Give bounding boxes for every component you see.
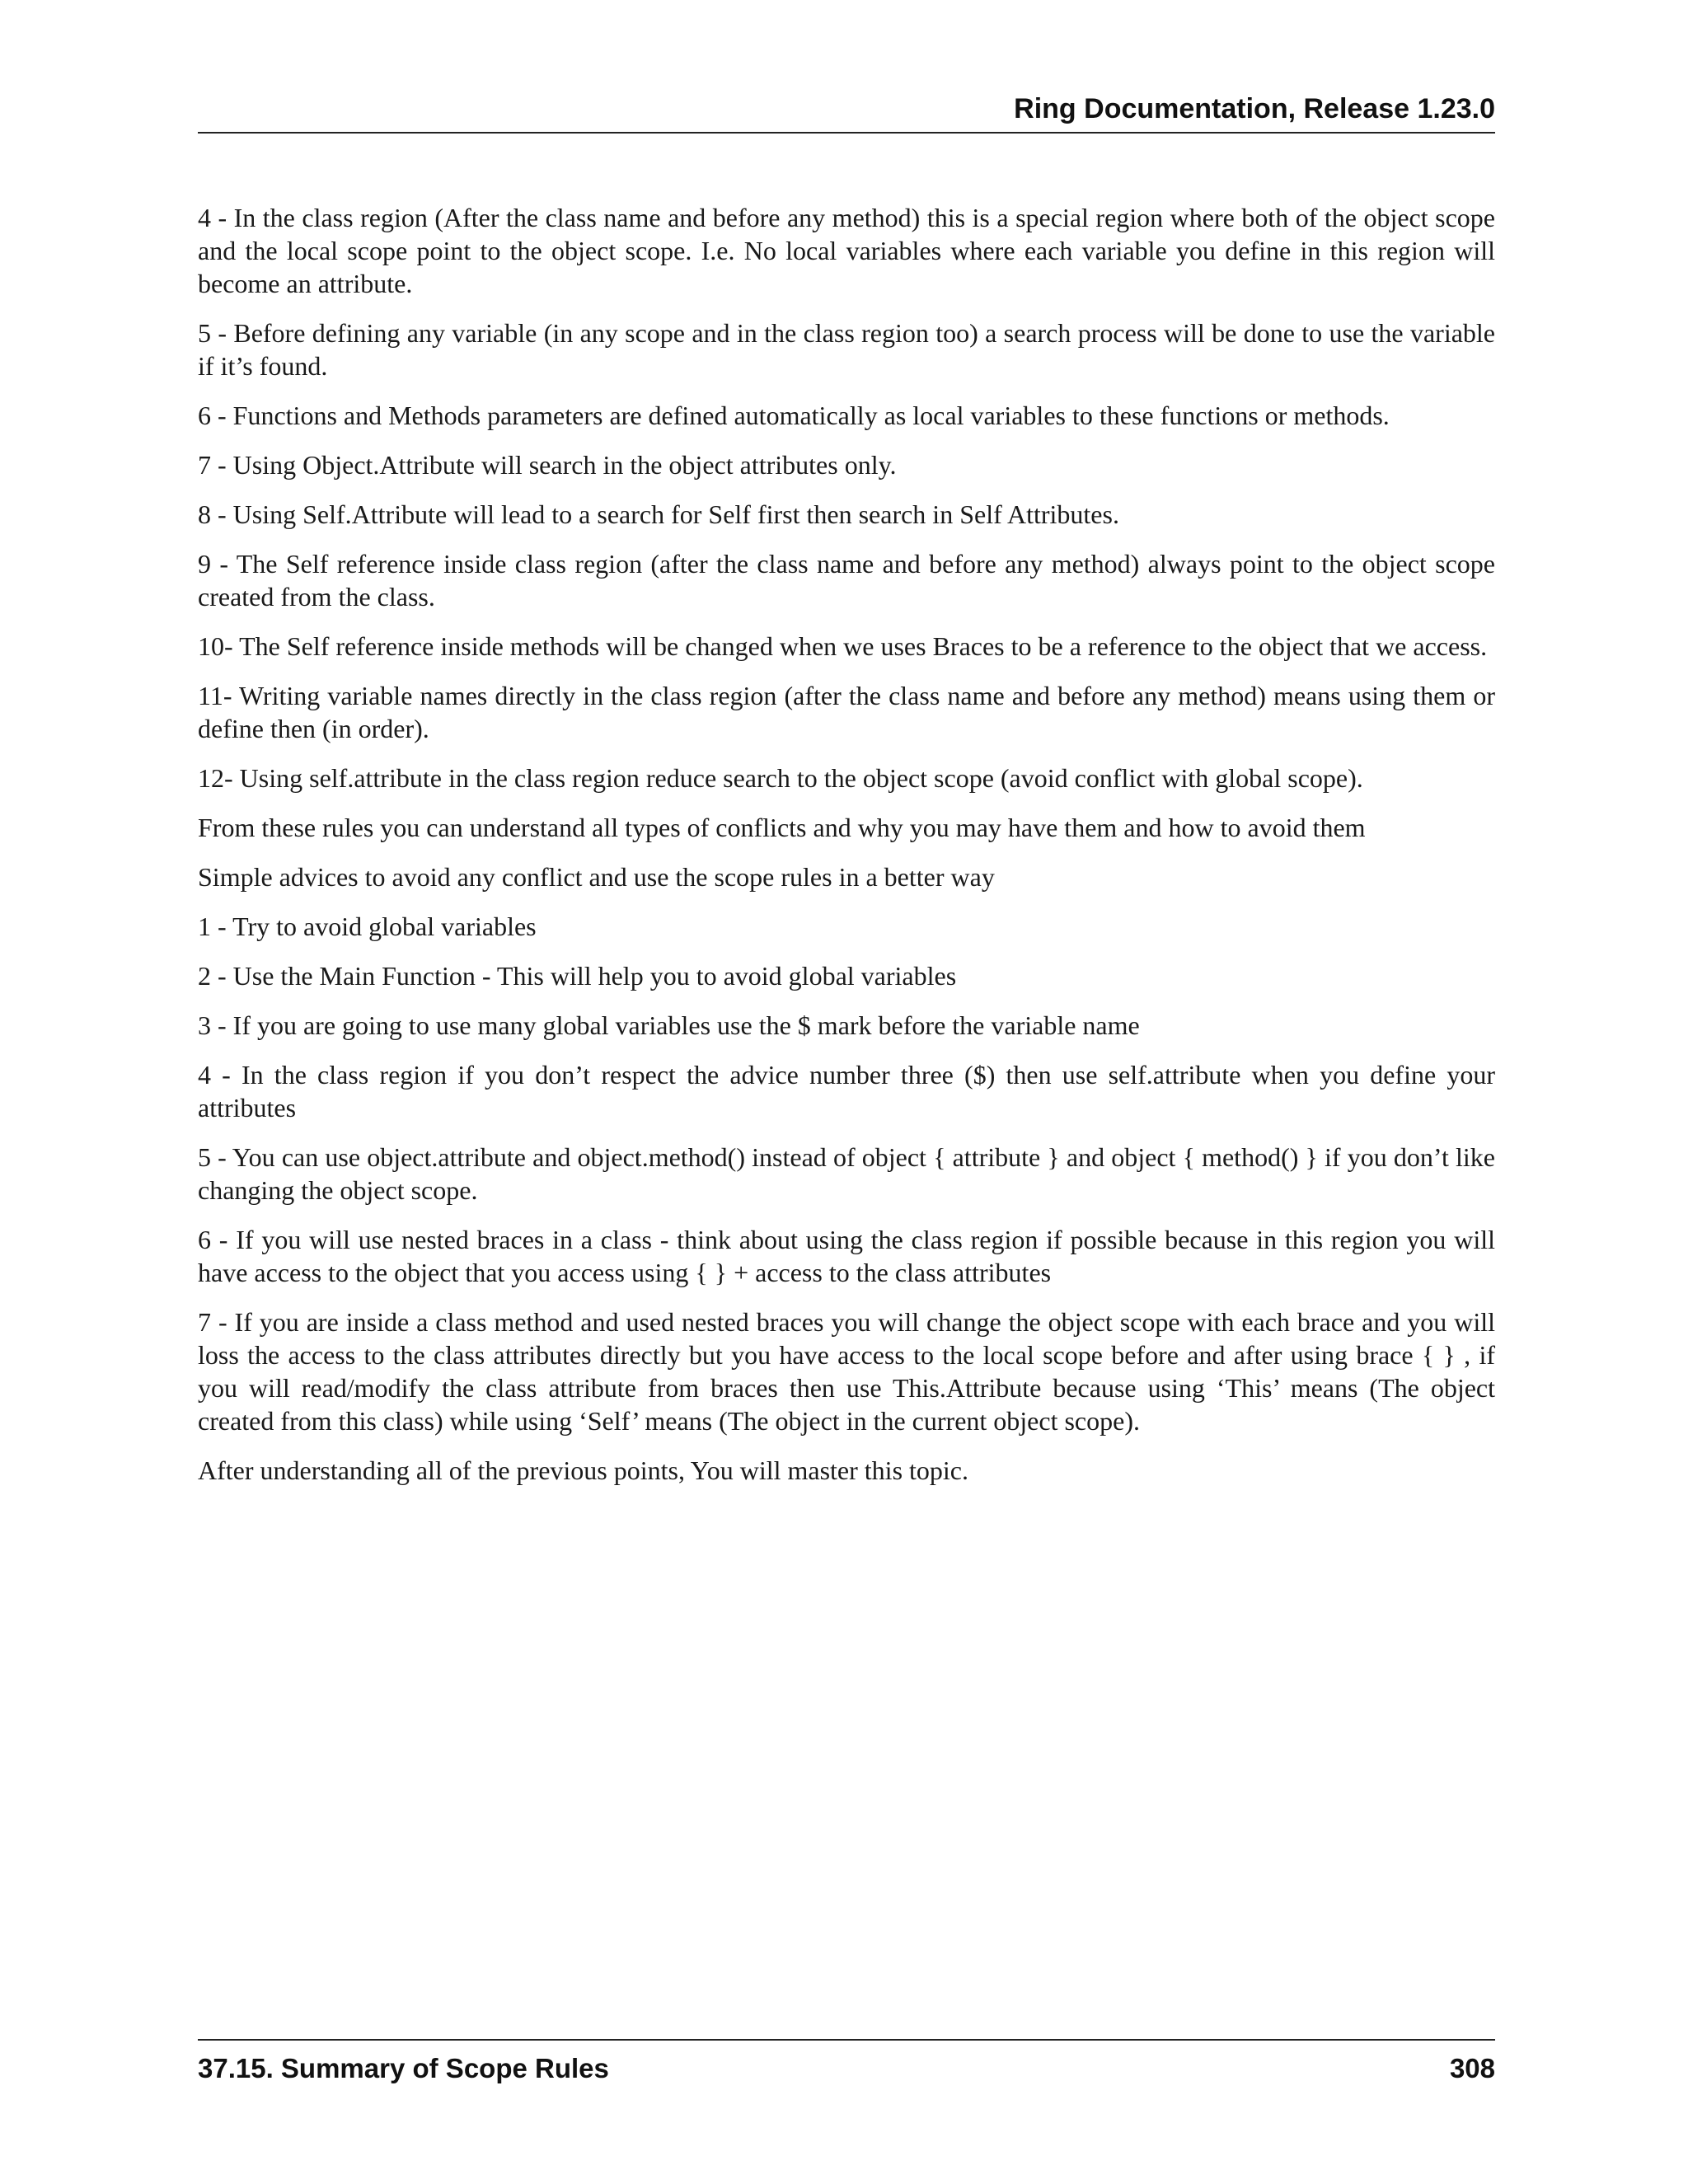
paragraph-rule-6-parameters: 6 - Functions and Methods parameters are defined automatically as local variables to these functions or methods. bbox=[198, 401, 1390, 430]
paragraph-advice-5: 5 - You can use object.attribute and object.method() instead of object { attribute } and object { method() } if you don’t like changing the object scope. bbox=[198, 1142, 1495, 1205]
paragraph-rule-4-class-region: 4 - In the class region (After the class name and before any method) this is a special region where both of the object scope and the local scope point to the object scope. I.e. No local variables where each variable you define in this region will become an attribute. bbox=[198, 203, 1495, 298]
paragraph-rule-11-variable-names: 11- Writing variable names directly in the class region (after the class name and before any method) means using them or define then (in order). bbox=[198, 681, 1495, 743]
paragraph-advice-1: 1 - Try to avoid global variables bbox=[198, 912, 537, 941]
page-header bbox=[198, 92, 1495, 134]
paragraph-rule-12-self-attribute-class-region: 12- Using self.attribute in the class region reduce search to the object scope (avoid conflict with global scope). bbox=[198, 763, 1363, 793]
paragraph-advice-7: 7 - If you are inside a class method and used nested braces you will change the object scope with each brace and you will loss the access to the class attributes directly but you have access to the local scope before and after using brace { } , if you will read/modify the class attribute from braces then use This.Attribute because using ‘This’ means (The object created from this class) while using ‘Self’ means (The object in the current object scope). bbox=[198, 1307, 1495, 1436]
paragraph-rule-9-self-reference-class: 9 - The Self reference inside class region (after the class name and before any method) always point to the object scope created from the class. bbox=[198, 549, 1495, 612]
paragraph-advice-4: 4 - In the class region if you don’t respect the advice number three ($) then use self.attribute when you define your attributes bbox=[198, 1060, 1495, 1122]
paragraph-advice-2: 2 - Use the Main Function - This will help you to avoid global variables bbox=[198, 961, 957, 991]
paragraph-rule-8-self-attribute: 8 - Using Self.Attribute will lead to a search for Self first then search in Self Attributes. bbox=[198, 499, 1119, 529]
paragraph-conflicts-summary: From these rules you can understand all types of conflicts and why you may have them and how to avoid them bbox=[198, 813, 1366, 842]
section-title: 37.15. Summary of Scope Rules bbox=[198, 2053, 609, 2083]
paragraph-rule-5-variable-search: 5 - Before defining any variable (in any scope and in the class region too) a search process will be done to use the variable if it’s found. bbox=[198, 318, 1495, 381]
paragraph-advice-3: 3 - If you are going to use many global variables use the $ mark before the variable name bbox=[198, 1010, 1140, 1040]
page-number: 308 bbox=[1449, 2053, 1495, 2083]
main-content bbox=[198, 201, 1495, 1503]
paragraph-conclusion: After understanding all of the previous points, You will master this topic. bbox=[198, 1455, 968, 1485]
paragraph-advice-6: 6 - If you will use nested braces in a class - think about using the class region if possible because in this region you will have access to the object that you access using { } + access to the class attributes bbox=[198, 1225, 1495, 1287]
document-title: Ring Documentation, Release 1.23.0 bbox=[1014, 93, 1495, 124]
page-footer bbox=[198, 2039, 1495, 2090]
paragraph-rule-10-self-reference-methods: 10- The Self reference inside methods will be changed when we uses Braces to be a reference to the object that we access. bbox=[198, 631, 1488, 661]
paragraph-advices-intro: Simple advices to avoid any conflict and use the scope rules in a better way bbox=[198, 862, 995, 892]
paragraph-rule-7-object-attribute: 7 - Using Object.Attribute will search in the object attributes only. bbox=[198, 450, 897, 480]
